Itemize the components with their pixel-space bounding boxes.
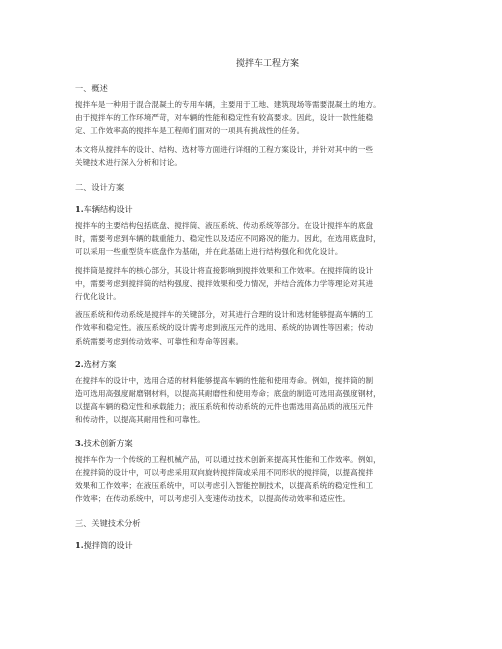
paragraph: [75, 98, 460, 138]
section-heading-key-tech: 三、关键技术分析: [75, 518, 141, 529]
text-line: 可以采用一些重型货车底盘作为基础，并在此基础上进行结构强化和优化设计。: [75, 247, 343, 257]
text-line: 系统需要考虑到传动效率、可靠性和寿命等因素。: [75, 336, 244, 346]
text-line: 搅拌车是一种用于混合混凝土的专用车辆，主要用于工地、建筑现场等需要混凝土的地方。: [75, 100, 381, 109]
subsection-number: 3.: [75, 437, 84, 448]
paragraph: [75, 143, 460, 169]
text-line: 时，需要考虑到车辆的载重能力、稳定性以及适应不同路况的能力。因此，在选用底盘时，: [75, 234, 381, 244]
text-line: 在搅拌车的设计中，选用合适的材料能够提高车辆的性能和使用寿命。例如，搅拌筒的制: [75, 375, 374, 385]
subsection-title: 车辆结构设计: [83, 204, 133, 215]
text-line: 搅拌筒是搅拌车的核心部分，其设计将直接影响到搅拌效果和工作效率。在搅拌筒的设计: [75, 265, 374, 275]
subsection-heading: [75, 437, 460, 449]
paragraph: [75, 308, 460, 348]
text-line: 中，需要考虑到搅拌筒的结构强度、搅拌效果和受力情况，并结合流体力学等理论对其进: [75, 278, 374, 288]
subsection-heading: [75, 539, 460, 551]
subsection-title: 技术创新方案: [83, 437, 133, 448]
document-title: 搅拌车工程方案: [235, 59, 299, 69]
text-line: 以提高车辆的稳定性和承载能力；液压系统和传动系统的元件也需选用高品质的液压元件: [75, 402, 374, 412]
subsection-title: 选材方案: [83, 358, 117, 369]
subsection-heading: [75, 203, 460, 215]
text-line: 搅拌车的主要结构包括底盘、搅拌筒、液压系统、传动系统等部分。在设计搅拌车的底盘: [75, 221, 374, 231]
section-heading-design: 二、设计方案: [75, 182, 125, 193]
subsection-heading: [75, 358, 460, 370]
text-line: 作效率；在传动系统中，可以考虑引入变速传动技术，以提高传动效率和适应性。: [75, 494, 351, 504]
text-line: 和传动件，以提高其耐用性和可靠性。: [75, 415, 205, 425]
subsection-number: 2.: [75, 358, 84, 369]
text-line: 搅拌车作为一个传统的工程机械产品，可以通过技术创新来提高其性能和工作效率。例如，: [75, 454, 381, 464]
subsection-number: 1.: [75, 540, 84, 551]
paragraph: [75, 264, 460, 304]
text-line: 定、工作效率高的搅拌车是工程师们面对的一项具有挑战性的任务。: [75, 126, 305, 136]
section-heading-overview: 一、概述: [75, 83, 108, 93]
text-line: 作效率和稳定性。液压系统的设计需考虑到液压元件的选用、系统的协调性等因素；传动: [75, 323, 374, 333]
text-line: 行优化设计。: [75, 292, 121, 302]
subsection-number: 1.: [75, 204, 84, 215]
text-line: 关键技术进行深入分析和讨论。: [75, 157, 183, 167]
text-line: 液压系统和传动系统是搅拌车的关键部分，对其进行合理的设计和选材能够提高车辆的工: [75, 310, 374, 320]
paragraph: [75, 453, 460, 506]
paragraph: [75, 374, 460, 427]
text-line: 本文将从搅拌车的设计、结构、选材等方面进行详细的工程方案设计，并针对其中的一些: [75, 144, 374, 154]
text-line: 由于搅拌车的工作环境严苛，对车辆的性能和稳定性有较高要求。因此，设计一款性能稳: [75, 113, 374, 123]
text-line: 造可选用高强度耐磨钢材料，以提高其耐磨性和使用寿命；底盘的制造可选用高强度钢材，: [75, 389, 381, 399]
text-line: 效果和工作效率；在液压系统中，可以考虑引入智能控制技术，以提高系统的稳定性和工: [75, 481, 374, 491]
text-line: 在搅拌筒的设计中，可以考虑采用双向旋转搅拌筒或采用不同形状的搅拌筒，以提高搅拌: [75, 467, 374, 477]
paragraph: [75, 219, 460, 259]
subsection-title: 搅拌筒的设计: [83, 540, 133, 551]
